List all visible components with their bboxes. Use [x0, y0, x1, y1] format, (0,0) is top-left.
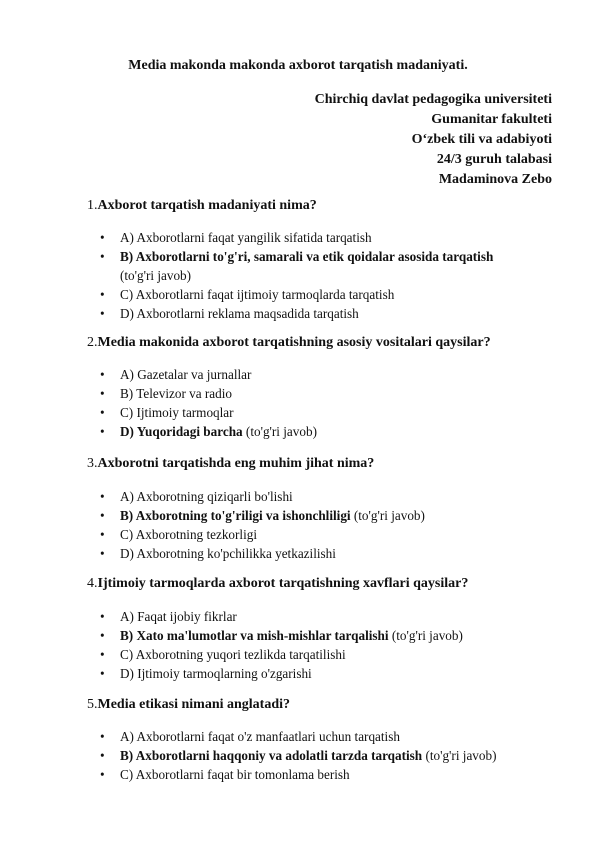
- option-item: [0, 247, 560, 285]
- bullet-icon: •: [100, 287, 105, 302]
- option-item: [0, 544, 560, 563]
- bullet-icon: •: [100, 405, 105, 420]
- bullet-icon: •: [100, 489, 105, 504]
- option-item: [0, 228, 560, 247]
- author-name: Madaminova Zebo: [438, 172, 552, 187]
- author-department: O‘zbek tili va adabiyoti: [411, 132, 552, 147]
- question-number: 5.: [87, 697, 98, 712]
- option-item: [0, 525, 560, 544]
- correct-answer-text: B) Xato ma'lumotlar va mish-mishlar tarqalishi: [120, 628, 389, 643]
- option-item: [0, 746, 560, 765]
- option-text: C) Axborotning yuqori tezlikda tarqatilishi: [120, 647, 346, 662]
- author-faculty: Gumanitar fakulteti: [431, 112, 552, 127]
- option-item: [0, 365, 560, 384]
- bullet-icon: •: [100, 729, 105, 744]
- bullet-icon: •: [100, 666, 105, 681]
- option-item: [0, 727, 560, 746]
- correct-answer-text: B) Axborotlarni to'g'ri, samarali va etik qoidalar asosida tarqatish: [120, 249, 494, 264]
- question-number: 3.: [87, 456, 98, 471]
- option-item: [0, 645, 560, 664]
- author-group: 24/3 guruh talabasi: [436, 152, 552, 167]
- author-block: [315, 90, 552, 190]
- option-text: A) Axborotlarni faqat yangilik sifatida tarqatish: [120, 230, 372, 245]
- option-text: B) Televizor va radio: [120, 386, 232, 401]
- bullet-icon: •: [100, 249, 105, 264]
- option-item: [0, 626, 560, 645]
- question-text: Axborotni tarqatishda eng muhim jihat nima?: [97, 456, 375, 471]
- correct-answer-note: (to'g'ri javob): [120, 268, 192, 283]
- bullet-icon: •: [100, 386, 105, 401]
- question-text: Axborot tarqatish madaniyati nima?: [97, 198, 317, 213]
- option-text: C) Ijtimoiy tarmoqlar: [120, 405, 234, 420]
- bullet-icon: •: [100, 748, 105, 763]
- option-text: D) Ijtimoiy tarmoqlarning o'zgarishi: [120, 666, 312, 681]
- option-text: A) Faqat ijobiy fikrlar: [120, 609, 237, 624]
- option-item: [0, 607, 560, 626]
- question-number: 4.: [87, 576, 98, 591]
- option-text: D) Axborotlarni reklama maqsadida tarqatish: [120, 306, 359, 321]
- option-list-5: [0, 727, 560, 784]
- option-item: [0, 765, 560, 784]
- bullet-icon: •: [100, 609, 105, 624]
- document-title: Media makonda makonda axborot tarqatish madaniyati.: [128, 58, 468, 73]
- question-4: [87, 576, 468, 592]
- option-item: [0, 422, 560, 441]
- correct-answer-note: (to'g'ri javob): [391, 628, 463, 643]
- option-text: A) Axborotlarni faqat o'z manfaatlari uchun tarqatish: [120, 729, 400, 744]
- option-text: C) Axborotlarni faqat bir tomonlama berish: [120, 767, 350, 782]
- bullet-icon: •: [100, 367, 105, 382]
- question-2: [87, 335, 491, 351]
- option-item: [0, 403, 560, 422]
- option-item: [0, 304, 560, 323]
- option-text: C) Axborotlarni faqat ijtimoiy tarmoqlarda tarqatish: [120, 287, 395, 302]
- bullet-icon: •: [100, 527, 105, 542]
- option-text: D) Axborotning ko'pchilikka yetkazilishi: [120, 546, 336, 561]
- question-text: Media makonida axborot tarqatishning asosiy vositalari qaysilar?: [97, 335, 491, 350]
- bullet-icon: •: [100, 767, 105, 782]
- option-text: A) Axborotning qiziqarli bo'lishi: [120, 489, 293, 504]
- bullet-icon: •: [100, 508, 105, 523]
- option-list-4: [0, 607, 560, 683]
- option-item: [0, 487, 560, 506]
- bullet-icon: •: [100, 424, 105, 439]
- question-text: Ijtimoiy tarmoqlarda axborot tarqatishning xavflari qaysilar?: [97, 576, 469, 591]
- option-list-3: [0, 487, 560, 563]
- correct-answer-text: B) Axborotlarni haqqoniy va adolatli tarzda tarqatish: [120, 748, 423, 763]
- author-university: Chirchiq davlat pedagogika universiteti: [314, 92, 552, 107]
- option-list-2: [0, 365, 560, 441]
- bullet-icon: •: [100, 546, 105, 561]
- correct-answer-note: (to'g'ri javob): [353, 508, 425, 523]
- bullet-icon: •: [100, 647, 105, 662]
- option-item: [0, 506, 560, 525]
- correct-answer-note: (to'g'ri javob): [425, 748, 497, 763]
- option-text: A) Gazetalar va jurnallar: [120, 367, 252, 382]
- option-item: [0, 664, 560, 683]
- question-number: 1.: [87, 198, 98, 213]
- question-3: [87, 456, 374, 472]
- option-text: C) Axborotning tezkorligi: [120, 527, 257, 542]
- option-item: [0, 285, 560, 304]
- bullet-icon: •: [100, 628, 105, 643]
- question-text: Media etikasi nimani anglatadi?: [97, 697, 291, 712]
- correct-answer-text: B) Axborotning to'g'riligi va ishonchliligi: [120, 508, 351, 523]
- question-number: 2.: [87, 335, 98, 350]
- question-1: [87, 198, 317, 214]
- bullet-icon: •: [100, 306, 105, 321]
- bullet-icon: •: [100, 230, 105, 245]
- question-5: [87, 697, 290, 713]
- correct-answer-note: (to'g'ri javob): [245, 424, 317, 439]
- correct-answer-text: D) Yuqoridagi barcha: [120, 424, 243, 439]
- option-item: [0, 384, 560, 403]
- option-list-1: [0, 228, 560, 323]
